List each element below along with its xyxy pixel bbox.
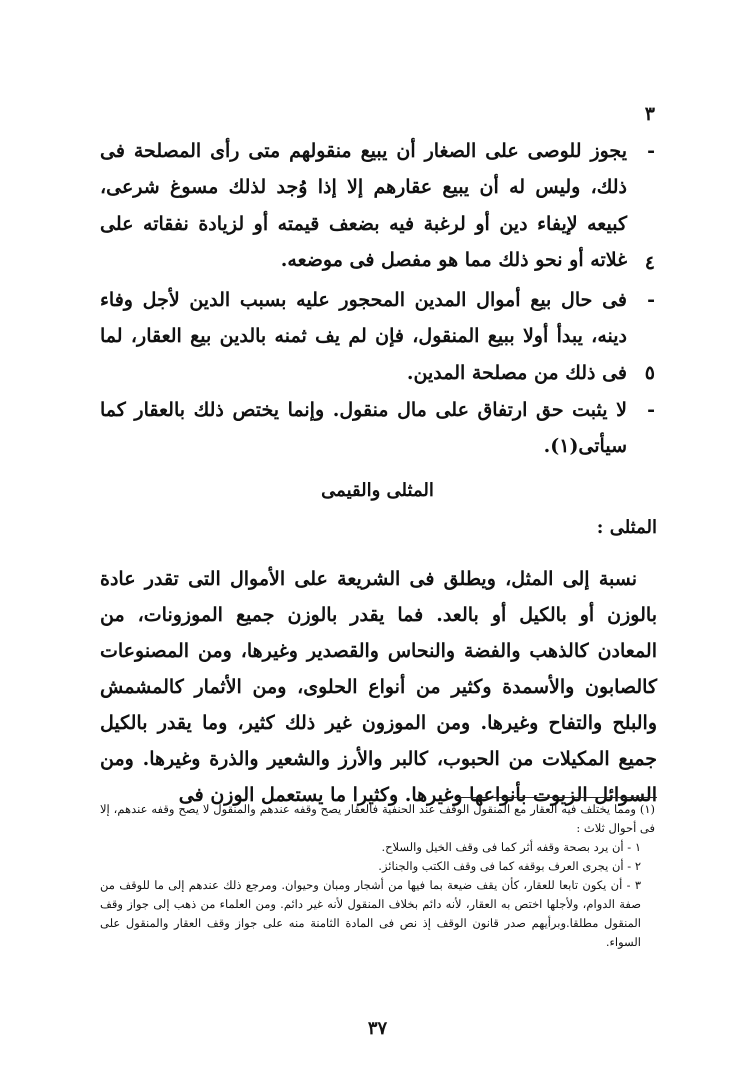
footnote-intro: (١) ومما يختلف فيه العقار مع المنقول الوقف عند الحنفية فالعقار يصح وقفه عندهم والمنقول لا يصح وقفه عندهم، إلا فى أحوال ثلاث : <box>100 802 655 835</box>
footnotes <box>100 800 655 952</box>
item-number: ٣ - <box>644 103 655 162</box>
footnote-list-item: ٣ - أن يكون تابعا للعقار، كأن يقف ضيعة بما فيها من أشجار ومبان وحيوان. ومرجع ذلك عندهم إلى ما للوقف من صفة الدوام، ولأجلها اختص به العقار، لأنه دائم بخلاف المنقول لأنه غير دائم. ومن العلماء من ذهب إلى جواز وقف المنقول مطلقا.وبرأيهم صدر قانون الوقف إذ نص فى المادة الثامنة منه على جواز وقف العقار والمنقول على السواء. <box>100 878 641 949</box>
item-text: لا يثبت حق ارتفاق على مال منقول. وإنما يختص ذلك بالعقار كما سيأتى(١). <box>100 398 627 457</box>
list-item-5 <box>100 355 655 465</box>
subsection-heading: المثلى : <box>596 517 657 538</box>
page-number: ٣٧ <box>367 1018 388 1039</box>
footnote-divider <box>457 797 657 798</box>
body-paragraph: نسبة إلى المثل، ويطلق فى الشريعة على الأموال التى تقدر عادة بالوزن أو بالكيل أو بالعد. فما يقدر بالوزن جميع الموزونات، من المعادن كالذهب والفضة والنحاس والقصدير وغيرها، ومن المصنوعات كالصابون والأسمدة وكثير من أنواع الحلوى، ومن الأثمار كالمشمش والبلح والتفاح وغيرها. ومن الموزون غير ذلك كثير، وما يقدر بالكيل جميع المكيلات من الحبوب، كالبر والأرز والشعير والذرة وغيرها. ومن السوائل الزيوت بأنواعها وغيرها. وكثيرا ما يستعمل الوزن فى <box>100 568 657 806</box>
item-number: ٤ - <box>644 252 655 311</box>
item-text: يجوز للوصى على الصغار أن يبيع منقولهم متى رأى المصلحة فى ذلك، وليس له أن يبيع عقارهم إلا إذا وُجد لذلك مسوغ شرعى، كبيعه لإيفاء دين أو لرغبة فيه بضعف قيمته أو لزيادة نفقاته على غلاته أو نحو ذلك مما هو مفصل فى موضعه. <box>100 139 627 271</box>
footnote-list-item: ٢ - أن يجرى العرف بوقفه كما فى وقف الكتب والجنائز. <box>378 859 641 873</box>
footnote-list-item: ١ - أن يرد بصحة وقفه أثر كما فى وقف الخيل والسلاح. <box>381 840 641 854</box>
item-text: فى حال بيع أموال المدين المحجور عليه بسبب الدين لأجل وفاء دينه، يبدأ أولا ببيع المنقول، فإن لم يف ثمنه بالدين بيع العقار، لما فى ذلك من مصلحة المدين. <box>100 288 627 384</box>
section-heading: المثلى والقيمى <box>321 480 434 501</box>
item-number: ٥ - <box>644 362 655 421</box>
